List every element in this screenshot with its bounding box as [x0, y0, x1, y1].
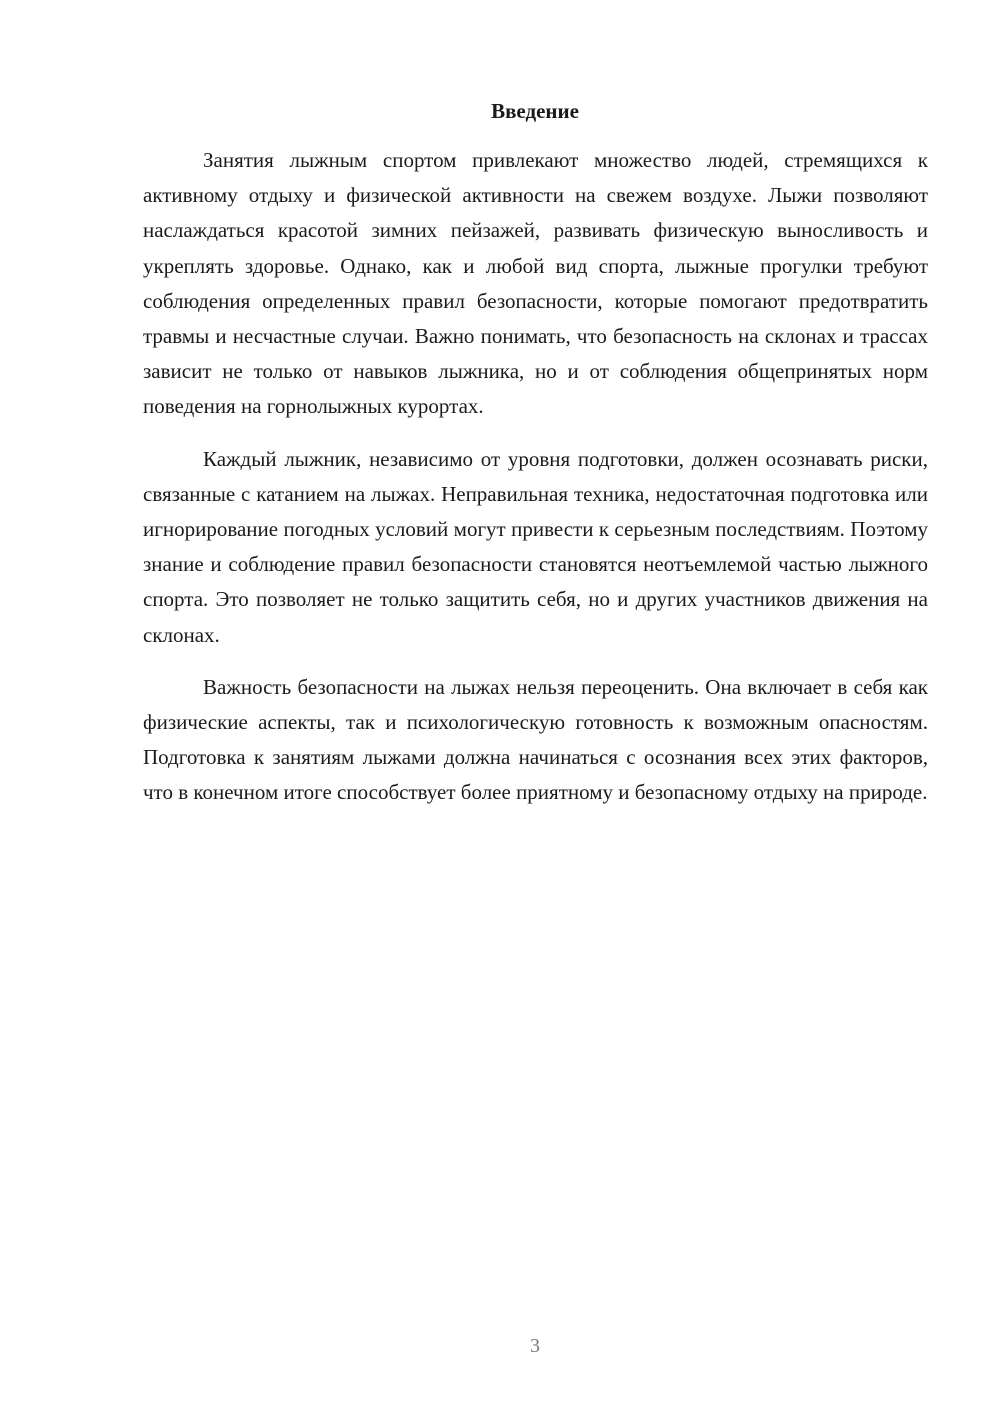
page-number: 3	[530, 1335, 540, 1357]
paragraph-3: Важность безопасности на лыжах нельзя переоценить. Она включает в себя как физические аспекты, так и психологическую готовность к возможным опасностям. Подготовка к занятиям лыжами должна начинаться с осознания всех этих факторов, что в конечном итоге способствует более приятному и безопасному отдыху на природе.	[143, 674, 928, 805]
paragraph-2: Каждый лыжник, независимо от уровня подготовки, должен осознавать риски, связанные с катанием на лыжах. Неправильная техника, недостаточная подготовка или игнорирование погодных условий могут привести к серьезным последствиям. Поэтому знание и соблюдение правил безопасности становятся неотъемлемой частью лыжного спорта. Это позволяет не только защитить себя, но и других участников движения на склонах.	[143, 446, 928, 647]
document-body	[143, 143, 928, 828]
section-heading: Введение	[491, 99, 579, 123]
paragraph-1: Занятия лыжным спортом привлекают множество людей, стремящихся к активному отдыху и физической активности на свежем воздухе. Лыжи позволяют наслаждаться красотой зимних пейзажей, развивать физическую выносливость и укреплять здоровье. Однако, как и любой вид спорта, лыжные прогулки требуют соблюдения определенных правил безопасности, которые помогают предотвратить травмы и несчастные случаи. Важно понимать, что безопасность на склонах и трассах зависит не только от навыков лыжника, но и от соблюдения общепринятых норм поведения на горнолыжных курортах.	[143, 148, 928, 419]
